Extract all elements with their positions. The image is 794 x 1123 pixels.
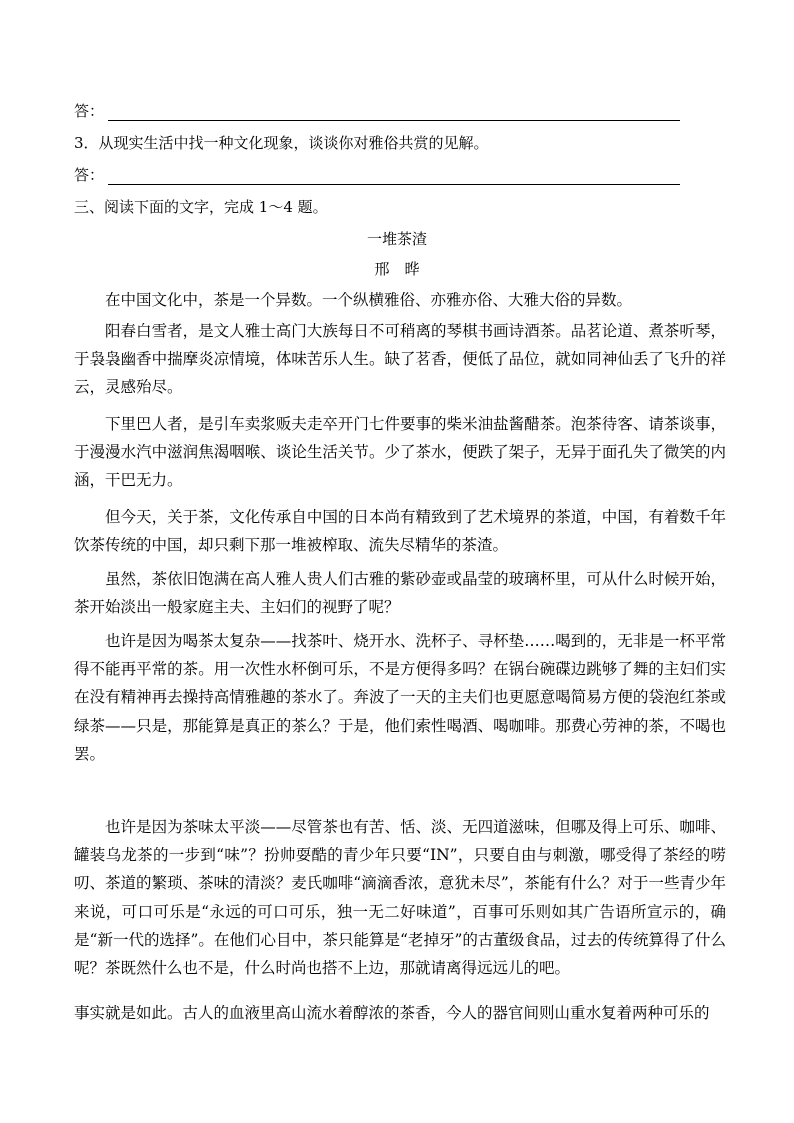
paragraph: 事实就是如此。古人的血液里高山流水着醇浓的茶香，今人的器官间则山重水复着两种可乐的: [74, 1004, 710, 1022]
answer-line-2: [74, 101, 680, 121]
answer-label: 答：: [74, 166, 105, 184]
question-3: 3．从现实生活中找一种文化现象，谈谈你对雅俗共赏的见解。: [74, 134, 489, 152]
answer-line-3: [74, 165, 680, 185]
paragraph: 阳春白雪者，是文人雅士高门大族每日不可稍离的琴棋书画诗酒茶。品茗论道、煮茶听琴，于袅袅幽香中揣摩炎凉情境，体味苦乐人生。缺了茗香，便低了品位，就如同神仙丢了飞升的祥云，灵感殆尽。: [74, 322, 726, 397]
answer-label: 答：: [74, 102, 105, 120]
answer-blank[interactable]: [108, 105, 680, 121]
paragraph: 在中国文化中，茶是一个异数。一个纵横雅俗、亦雅亦俗、大雅大俗的异数。: [105, 291, 633, 309]
section-heading: 三、阅读下面的文字，完成 1～4 题。: [74, 198, 328, 216]
paragraph: 但今天，关于茶，文化传承自中国的日本尚有精致到了艺术境界的茶道，中国，有着数千年饮茶传统的中国，却只剩下那一堆被榨取、流失尽精华的茶渣。: [74, 508, 726, 555]
paragraph: 也许是因为喝茶太复杂——找茶叶、烧开水、洗杯子、寻杯垫……喝到的，无非是一杯平常得不能再平常的茶。用一次性水杯倒可乐，不是方便得多吗？在锅台碗碟边跳够了舞的主妇们实在没有精神再去操持高情雅趣的茶水了。奔波了一天的主夫们也更愿意喝简易方便的袋泡红茶或绿茶——只是，那能算是真正的茶么？于是，他们索性喝酒、喝咖啡。那费心劳神的茶，不喝也罢。: [74, 632, 726, 763]
article-author: 邢 晔: [374, 260, 420, 278]
paragraph: 也许是因为茶味太平淡——尽管茶也有苦、恬、淡、无四道滋味，但哪及得上可乐、咖啡、罐装乌龙茶的一步到“味”？扮帅耍酷的青少年只要“IN”，只要自由与刺激，哪受得了茶经的唠叨、茶道的繁琐、茶味的清淡？麦氏咖啡“滴滴香浓，意犹未尽”，茶能有什么？对于一些青少年来说，可口可乐是“永远的可口可乐，独一无二好味道”，百事可乐则如其广告语所宣示的，确是“新一代的选择”。在他们心目中，茶只能算是“老掉牙”的古董级食品，过去的传统算得了什么呢？茶既然什么也不是，什么时尚也搭不上边，那就请离得远远儿的吧。: [74, 818, 726, 978]
paragraph: 虽然，茶依旧饱满在高人雅人贵人们古雅的紫砂壶或晶莹的玻璃杯里，可从什么时候开始，茶开始淡出一般家庭主夫、主妇们的视野了呢？: [74, 570, 726, 617]
article-title: 一堆茶渣: [366, 230, 427, 248]
paragraph: 下里巴人者，是引车卖浆贩夫走卒开门七件要事的柴米油盐酱醋茶。泡茶待客、请茶谈事，于漫漫水汽中滋润焦渴咽喉、谈论生活关节。少了茶水，便跌了架子，无异于面孔失了微笑的内涵，干巴无力。: [74, 415, 726, 490]
answer-blank[interactable]: [108, 169, 680, 185]
